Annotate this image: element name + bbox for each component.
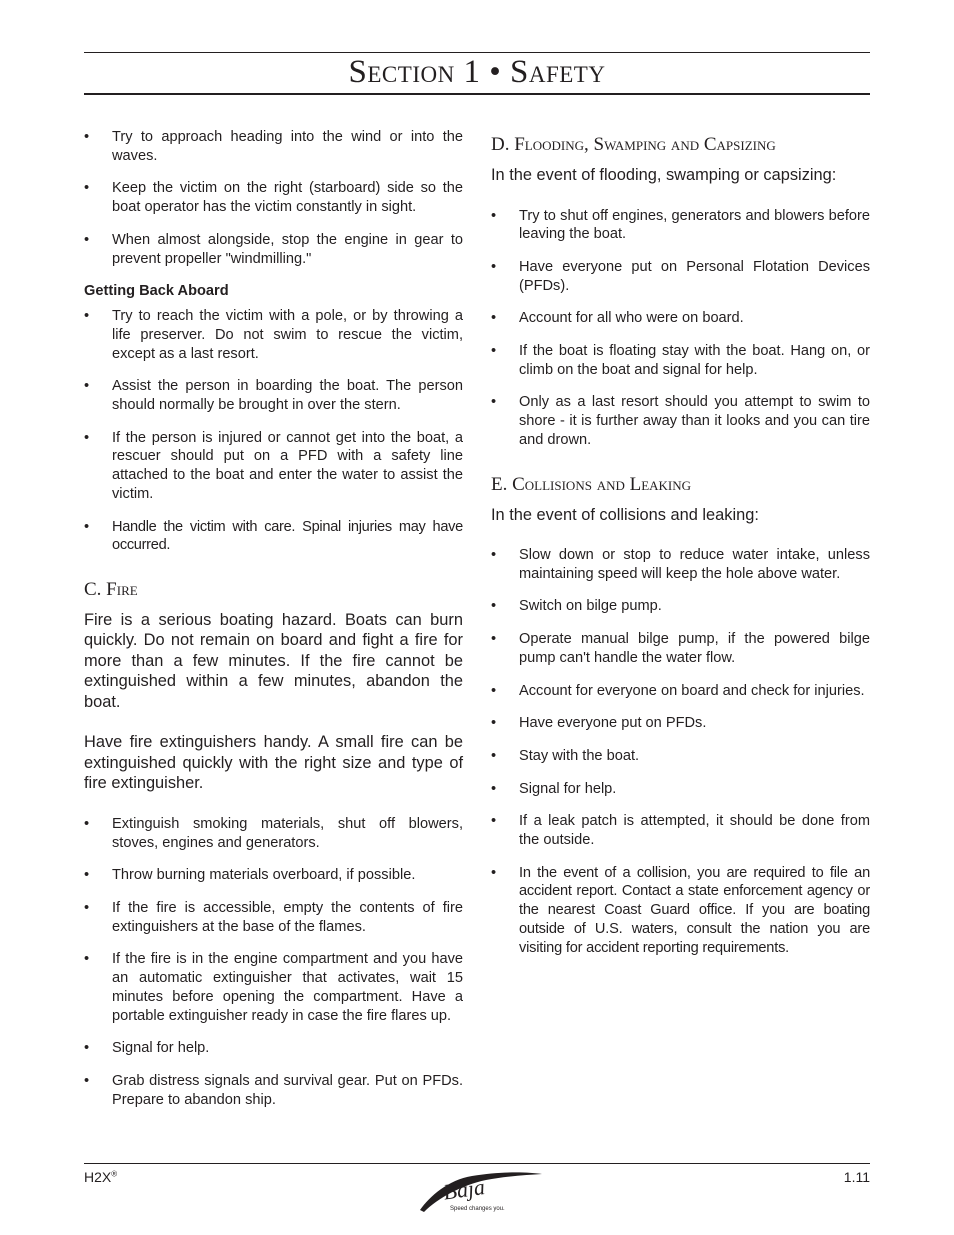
list-item: • Try to approach heading into the wind or into the waves. (84, 129, 463, 164)
page-title: Section 1 • Safety (348, 54, 606, 90)
list-item: • When almost alongside, stop the engine in gear to prevent propeller "windmilling." (84, 231, 463, 267)
collisions-heading: E. Collisions and Leaking (491, 473, 692, 495)
page-number: 1.11 (843, 1169, 870, 1185)
svg-text:Speed changes you.: Speed changes you. (450, 1206, 505, 1212)
list-item: • Signal for help. (491, 780, 617, 797)
right-column (491, 128, 870, 971)
list-item: • Assist the person in boarding the boat. The person should normally be brought in over the stern. (84, 378, 463, 414)
left-column (84, 128, 463, 1123)
flooding-heading: D. Flooding, Swamping and Capsizing (491, 134, 776, 155)
list-item: • Extinguish smoking materials, shut off blowers, stoves, engines and generators. (84, 815, 463, 851)
footer-model: H2X® (84, 1169, 118, 1185)
collisions-intro: In the event of collisions and leaking: (491, 505, 759, 524)
footer-rule (84, 1163, 870, 1164)
list-item: • Try to reach the victim with a pole, or by throwing a life preserver. Do not swim to rescue the victim, except as a last resort. (84, 308, 463, 362)
list-item: • In the event of a collision, you are required to file an accident report. Contact a state enforcement agency or the nearest Coast Guard office. If you are boating outside of U.S. waters, consult the nation you are visiting for accident reporting requirements. (491, 864, 870, 956)
list-item: • Switch on bilge pump. (491, 598, 662, 615)
list-item: • Have everyone put on Personal Flotation Devices (PFDs). (491, 258, 870, 294)
list-item: • If the person is injured or cannot get into the boat, a rescuer should put on a PFD with a safety line attached to the boat and enter the water to assist the victim. (84, 429, 463, 502)
list-item: • Handle the victim with care. Spinal injuries may have occurred. (84, 518, 463, 554)
aboard-bullet-list (84, 307, 463, 555)
fire-paragraph: Fire is a serious boating hazard. Boats can burn quickly. Do not remain on board and fight a fire for more than a few minutes. If the fire cannot be extinguished within a few minutes, abandon the boat. (84, 610, 463, 711)
list-item: • Slow down or stop to reduce water intake, unless maintaining speed will keep the hole above water. (491, 547, 870, 582)
svg-text:Baja: Baja (441, 1174, 487, 1205)
list-item: • If the fire is accessible, empty the contents of fire extinguishers at the base of the flames. (84, 900, 463, 935)
list-item: • Operate manual bilge pump, if the powered bilge pump can't handle the water flow. (491, 631, 870, 666)
list-item: • Grab distress signals and survival gear. Put on PFDs. Prepare to abandon ship. (84, 1072, 463, 1108)
list-item: • If a leak patch is attempted, it should be done from the outside. (491, 813, 870, 849)
fire-bullet-list (84, 815, 463, 1109)
rescue-bullet-list (84, 128, 463, 268)
collisions-bullet-list (491, 546, 870, 957)
flooding-intro: In the event of flooding, swamping or capsizing: (491, 166, 837, 184)
list-item: • Stay with the boat. (491, 747, 640, 764)
list-item: • Only as a last resort should you attempt to swim to shore - it is further away than it looks and you can tire and drown. (491, 394, 870, 448)
list-item: • Keep the victim on the right (starboard) side so the boat operator has the victim constantly in sight. (84, 180, 463, 216)
list-item: • Signal for help. (84, 1040, 210, 1057)
flooding-bullet-list (491, 207, 870, 450)
baja-logo (410, 1166, 550, 1214)
list-item: • Have everyone put on PFDs. (491, 715, 707, 732)
list-item: • Account for all who were on board. (491, 310, 744, 327)
list-item: • Throw burning materials overboard, if possible. (84, 867, 416, 884)
list-item: • If the boat is floating stay with the boat. Hang on, or climb on the boat and signal for help. (491, 343, 870, 378)
list-item: • If the fire is in the engine compartment and you have an automatic extinguisher that activates, wait 15 minutes before opening the compartment. Have a portable extinguisher ready in case the fire flares up. (84, 951, 463, 1024)
fire-paragraph: Have fire extinguishers handy. A small fire can be extinguished quickly with the right size and type of fire extinguisher. (84, 733, 463, 793)
header-bottom-rule (84, 93, 870, 95)
list-item: • Account for everyone on board and check for injuries. (491, 682, 865, 699)
getting-back-aboard-heading: Getting Back Aboard (84, 283, 229, 300)
list-item: • Try to shut off engines, generators and blowers before leaving the boat. (491, 207, 870, 243)
fire-heading: C. Fire (84, 578, 138, 600)
